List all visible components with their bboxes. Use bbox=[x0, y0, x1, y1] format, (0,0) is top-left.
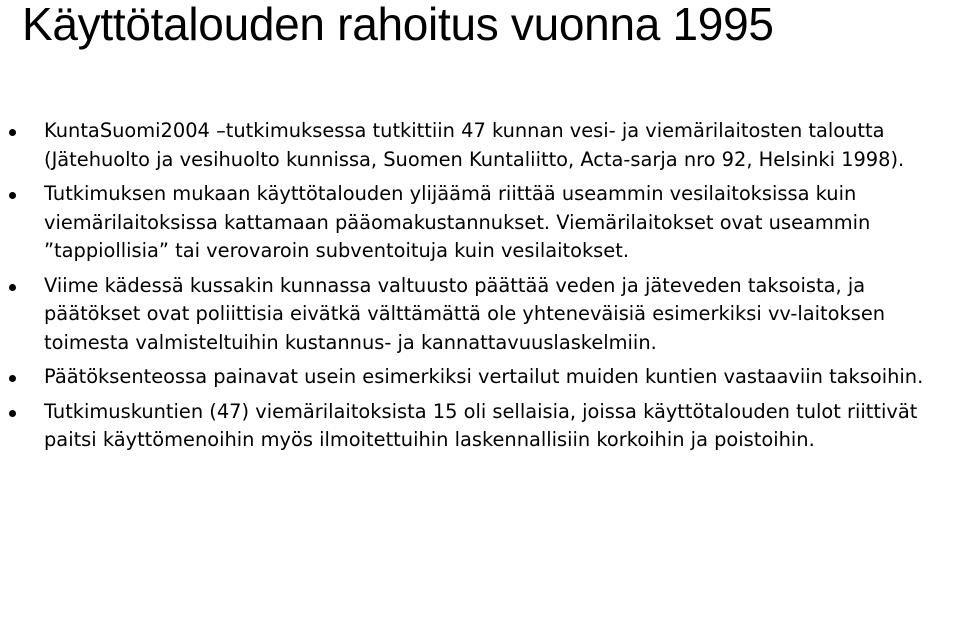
bullet-text: Päätöksenteossa painavat usein esimerkiksi vertailut muiden kuntien vastaaviin taksoihin. bbox=[44, 365, 924, 388]
bullet-text: Tutkimuskuntien (47) viemärilaitoksista 15 oli sellaisia, joissa käyttötalouden tulot riittivät paitsi käyttömenoihin myös ilmoitettuihin laskennallisiin korkoihin ja poistoihin. bbox=[44, 399, 918, 451]
bullet-dot-icon bbox=[9, 192, 16, 199]
bullet-dot-icon bbox=[9, 410, 16, 417]
slide-title: Käyttötalouden rahoitus vuonna 1995 bbox=[22, 0, 774, 50]
bullet-dot-icon bbox=[9, 129, 16, 136]
bullet-item bbox=[0, 363, 960, 392]
bullet-item bbox=[0, 398, 960, 455]
bullet-text: Tutkimuksen mukaan käyttötalouden ylijäämä riittää useammin vesilaitoksissa kuin viemärilaitoksissa kattamaan pääomakustannukset. Viemärilaitokset ovat useammin ”tappiollisia” tai verovaroin subventoituja kuin vesilaitokset. bbox=[44, 182, 871, 262]
bullet-text: Viime kädessä kussakin kunnassa valtuusto päättää veden ja jäteveden taksoista, ja päätökset ovat poliittisia eivätkä välttämättä ole yhteneväisiä esimerkiksi vv-laitoksen toimesta valmisteltuihin kustannus- ja kannattavuuslaskelmiin. bbox=[44, 273, 886, 354]
bullet-dot-icon bbox=[9, 375, 16, 382]
bullet-item bbox=[0, 272, 960, 358]
bullet-item bbox=[0, 117, 960, 174]
bullet-text: KuntaSuomi2004 –tutkimuksessa tutkittiin 47 kunnan vesi- ja viemärilaitosten taloutta (Jätehuolto ja vesihuolto kunnissa, Suomen Kuntaliitto, Acta-sarja nro 92, Helsinki 1998). bbox=[44, 119, 905, 171]
bullet-item bbox=[0, 180, 960, 266]
bullet-list bbox=[0, 117, 960, 461]
bullet-dot-icon bbox=[9, 284, 16, 291]
